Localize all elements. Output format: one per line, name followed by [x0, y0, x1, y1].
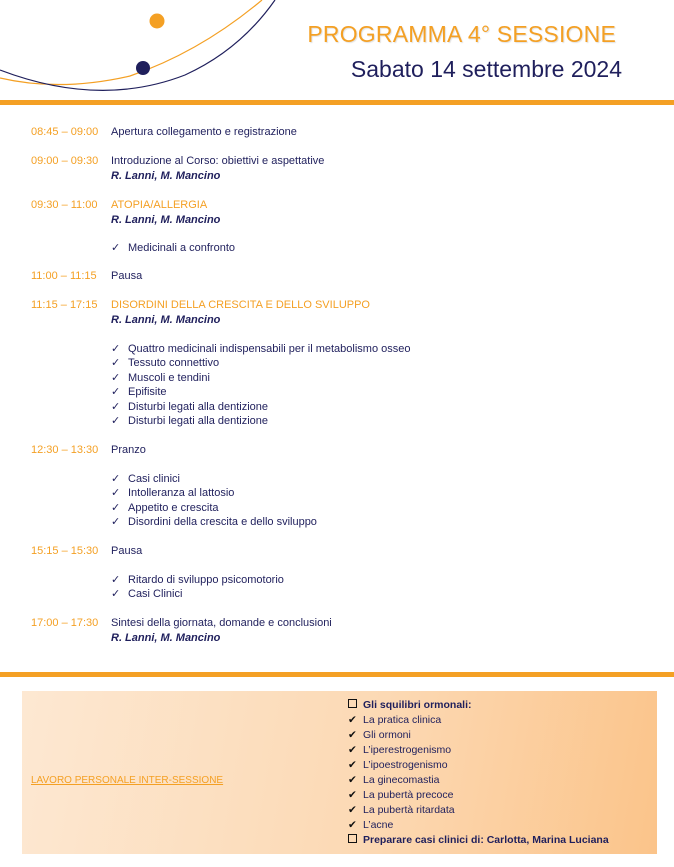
- check-icon: ✔: [348, 744, 357, 756]
- check-icon: ✓: [111, 401, 121, 413]
- check-icon: ✓: [111, 386, 121, 398]
- personal-work-box: [22, 691, 657, 854]
- personal-work-footer: Preparare casi clinici di: Carlotta, Marina Luciana: [348, 833, 609, 848]
- bottom-divider: [0, 672, 674, 677]
- check-icon: ✓: [111, 487, 121, 499]
- schedule-speakers: R. Lanni, M. Mancino: [111, 314, 221, 326]
- schedule-checklist-item: [111, 356, 219, 371]
- schedule-checklist-item: [111, 573, 284, 588]
- check-icon: ✓: [111, 516, 121, 528]
- schedule-time: 08:45 – 09:00: [31, 126, 99, 138]
- checklist-item-text: Intolleranza al lattosio: [128, 487, 235, 499]
- orange-dot-icon: [150, 14, 165, 29]
- header-orbit-decoration: [0, 0, 674, 110]
- schedule-time: 11:00 – 11:15: [31, 270, 97, 282]
- check-icon: ✓: [111, 502, 121, 514]
- check-icon: ✔: [348, 789, 357, 801]
- checklist-item-text: Disturbi legati alla dentizione: [128, 415, 269, 427]
- schedule-activity: Pranzo: [111, 444, 146, 456]
- check-icon: ✔: [348, 729, 357, 741]
- checklist-item-text: Casi clinici: [128, 473, 180, 485]
- schedule-time: 17:00 – 17:30: [31, 617, 99, 629]
- schedule-checklist-item: [111, 587, 182, 602]
- checklist-item-text: Tessuto connettivo: [128, 357, 220, 369]
- personal-work-item: ✔ Gli ormoni: [348, 729, 411, 741]
- check-icon: ✓: [111, 242, 121, 254]
- check-icon: ✔: [348, 819, 357, 831]
- check-icon: ✔: [348, 714, 357, 726]
- navy-dot-icon: [136, 61, 150, 75]
- check-icon: ✓: [111, 473, 121, 485]
- check-icon: ✓: [111, 343, 121, 355]
- personal-work-item: ✔ La ginecomastia: [348, 774, 440, 786]
- checklist-item-text: Disturbi legati alla dentizione: [128, 401, 269, 413]
- schedule-activity: Apertura collegamento e registrazione: [111, 126, 297, 138]
- top-divider: [0, 100, 674, 105]
- check-icon: ✓: [111, 357, 121, 369]
- schedule-speakers: R. Lanni, M. Mancino: [111, 214, 221, 226]
- schedule-checklist-item: [111, 342, 410, 357]
- check-icon: ✓: [111, 574, 121, 586]
- checklist-item-text: Casi Clinici: [128, 588, 183, 600]
- checkbox-square-icon: [348, 834, 357, 843]
- checklist-item-text: Muscoli e tendini: [128, 372, 210, 384]
- schedule-activity: Pausa: [111, 270, 143, 282]
- checklist-item-text: Appetito e crescita: [128, 502, 219, 514]
- page-title: PROGRAMMA 4° SESSIONE: [307, 21, 616, 47]
- session-date: Sabato 14 settembre 2024: [350, 56, 622, 82]
- checkbox-square-icon: [348, 699, 357, 708]
- personal-work-item: ✔ La pubertà precoce: [348, 789, 454, 801]
- schedule-time: 09:30 – 11:00: [31, 199, 98, 211]
- check-icon: ✔: [348, 774, 357, 786]
- schedule-checklist-item: [111, 486, 234, 501]
- schedule-activity: Sintesi della giornata, domande e conclusioni: [111, 617, 332, 629]
- schedule-time: 09:00 – 09:30: [31, 155, 99, 167]
- schedule-checklist-item: [111, 385, 167, 400]
- checklist-item-text: Epifisite: [128, 386, 167, 398]
- personal-work-label: LAVORO PERSONALE INTER-SESSIONE: [31, 775, 224, 786]
- check-icon: ✔: [348, 759, 357, 771]
- schedule-activity: Introduzione al Corso: obiettivi e aspettative: [111, 155, 325, 167]
- schedule-checklist-item: [111, 472, 180, 487]
- schedule-checklist-item: [111, 371, 210, 386]
- schedule-time: 12:30 – 13:30: [31, 444, 99, 456]
- check-icon: ✓: [111, 372, 121, 384]
- checklist-item-text: Quattro medicinali indispensabili per il metabolismo osseo: [128, 343, 411, 355]
- schedule-checklist-item: [111, 241, 235, 256]
- personal-work-item: ✔ L’ipoestrogenismo: [348, 759, 448, 771]
- checklist-item-text: Ritardo di sviluppo psicomotorio: [128, 574, 284, 586]
- check-icon: ✔: [348, 804, 357, 816]
- personal-work-item: ✔ L’iperestrogenismo: [348, 744, 452, 756]
- schedule-checklist-item: [111, 400, 268, 415]
- check-icon: ✓: [111, 588, 121, 600]
- schedule-checklist-item: [111, 414, 268, 429]
- schedule-activity: Pausa: [111, 545, 143, 557]
- check-icon: ✓: [111, 415, 121, 427]
- schedule-time: 15:15 – 15:30: [31, 545, 99, 557]
- personal-work-item: ✔ La pubertà ritardata: [348, 804, 455, 816]
- schedule-checklist-item: [111, 515, 317, 530]
- schedule-activity: ATOPIA/ALLERGIA: [111, 199, 208, 211]
- schedule-speakers: R. Lanni, M. Mancino: [111, 170, 221, 182]
- personal-work-heading: Gli squilibri ormonali:: [348, 698, 472, 713]
- personal-work-item: ✔ La pratica clinica: [348, 714, 442, 726]
- schedule-time: 11:15 – 17:15: [31, 299, 98, 311]
- schedule-activity: DISORDINI DELLA CRESCITA E DELLO SVILUPPO: [111, 299, 370, 311]
- checklist-item-text: Disordini della crescita e dello sviluppo: [128, 516, 317, 528]
- checklist-item-text: Medicinali a confronto: [128, 242, 236, 254]
- schedule-checklist-item: [111, 501, 219, 516]
- personal-work-item: ✔ L’acne: [348, 819, 394, 831]
- schedule-speakers: R. Lanni, M. Mancino: [111, 632, 221, 644]
